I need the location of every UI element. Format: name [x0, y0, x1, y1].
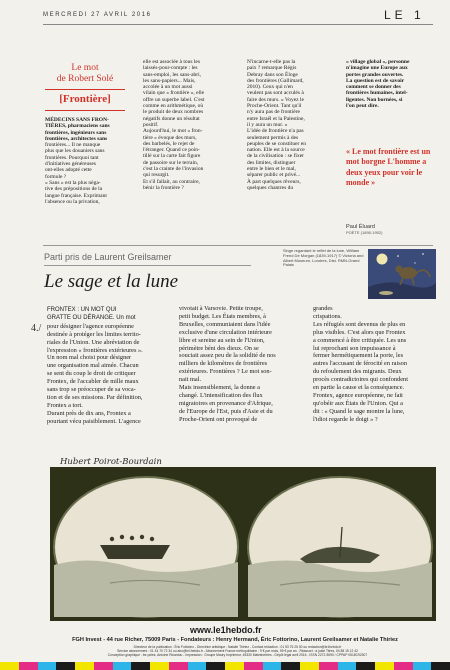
text-line: les sans-papiers... Mais,: [143, 77, 196, 84]
page-marker: 4./: [31, 323, 42, 334]
text-line: vilain que « frontière », elle: [143, 90, 205, 97]
color-swatch: [225, 662, 244, 670]
text-line: séparer public et privé...: [247, 172, 301, 179]
credits-line: Conception graphique : be-poles, Antoine Ricardou - Impression : Groupe Maury Imprimeur, 45330 Malesherbes - Dépôt légal avril 2016 - ISSN 2272-9690 / CPPAP 0518C92307: [107, 653, 368, 658]
text-line: pourtant vécu paisiblement. L'agence: [47, 417, 141, 425]
credits-line: Directeur de la publication : Éric Fottorino - Directrice artistique : Natalie Thiriez - Contact rédaction : 01 53 75 25 00 ou redaction@le1hebdo.fr: [133, 645, 342, 649]
image-caption: Singe regardant le reflet de la lune, William Frend De Morgan (1839-1917) © Victoria and Albert Museum, Londres, Dist. RMN-Grand Palais: [283, 248, 364, 268]
text-line: milliers de kilomètres de frontières: [179, 360, 268, 368]
color-swatch: [244, 662, 263, 670]
text-line: n'y aura pas de frontière: [247, 109, 300, 116]
text-line: pour désigner l'agence européenne: [47, 322, 134, 330]
text-line: formule ?: [45, 173, 67, 180]
text-line: elle est associée à tous les: [143, 59, 200, 65]
text-line: en partie la cause et la conséquence.: [313, 384, 405, 392]
quote-author-dates: POÈTE (1895-1952): [346, 230, 383, 235]
text-line: de la civilisation : se fixer: [247, 153, 304, 160]
text-line: a commencé à être critiquée. Les uns: [313, 336, 407, 344]
text-line: l'expression « frontières extérieures ».: [47, 346, 143, 354]
text-line: N'incarne-t-elle pas la: [247, 59, 296, 65]
color-swatch: [356, 662, 375, 670]
text-line: Proche-Orient. Tant qu'il: [247, 103, 302, 110]
text-line: frontières... Il ne manque: [45, 142, 101, 149]
article-column-3: [313, 305, 435, 424]
sole-column-3: [247, 59, 343, 191]
article-column-2: [179, 305, 299, 424]
text-line: extérieures. Frontières ? Le mot son-: [179, 368, 272, 376]
text-line: laissés-pour-compte : les: [143, 65, 198, 72]
text-line: crispations.: [313, 312, 342, 320]
parti-pris-divider: [44, 265, 251, 266]
text-line: entre Israël et la Palestine,: [247, 115, 305, 122]
text-line: c'est la crainte de l'invasion: [143, 166, 204, 173]
text-line: Un nom mal choisi pour désigner: [47, 354, 132, 362]
text-line: Durant près de dix ans, Frontex a: [47, 409, 131, 417]
text-line: sans trop se préoccuper de sa voca-: [47, 386, 136, 394]
color-swatch: [75, 662, 94, 670]
text-line: Frontex a tort.: [47, 401, 83, 409]
text-line: langue française. Exprimant: [45, 192, 107, 199]
headword: [Frontière]: [59, 93, 111, 105]
credits-block: [40, 645, 435, 657]
text-line: MÉDECINS SANS FRON-: [45, 117, 109, 123]
text-line: frontières, ingénieurs sans: [45, 129, 107, 136]
monkey-moon-illustration: [368, 249, 436, 299]
text-line: Frontex, agence européenne, ne fait: [313, 391, 403, 399]
color-swatch: [206, 662, 225, 670]
text-line: Aujourd'hui, le mot « fron-: [143, 128, 203, 135]
color-swatch: [56, 662, 75, 670]
text-line: le produit de deux nombres: [143, 109, 204, 116]
text-line: qui resurgit.: [143, 172, 170, 179]
text-line: se sent du coup le droit de critiquer: [47, 370, 136, 378]
website-link[interactable]: www.le1hebdo.fr: [190, 625, 262, 635]
text-line: À part quelques rêveurs,: [247, 178, 301, 185]
text-line: accolée à un mot aussi: [143, 84, 193, 91]
text-line: FRONTEX : UN MOT QUI: [47, 307, 117, 313]
text-line: 2010). Ceux qui n'en: [247, 84, 293, 91]
text-line: de l'Europe de l'Est, puis d'Asie et du: [179, 407, 273, 415]
color-swatch: [38, 662, 57, 670]
text-line: lui reprochant son impuissance à: [313, 344, 396, 352]
text-line: exclusive d'une circulation intérieure: [179, 328, 272, 336]
text-line: destinée à protéger les limites territo-: [47, 330, 141, 338]
text-line: tière » évoque des murs,: [143, 134, 197, 141]
text-line: Proche-Orient ont provoqué de: [179, 415, 258, 423]
color-swatch: [281, 662, 300, 670]
section-divider: [43, 245, 433, 246]
sole-column-1: [45, 117, 128, 205]
column-title: [45, 63, 125, 85]
sole-column-2: [143, 59, 241, 191]
text-line: tion et de ses missions. Par définition,: [47, 393, 143, 401]
color-swatch: [413, 662, 432, 670]
color-swatch: [338, 662, 357, 670]
text-line: plus visibles. C'est alors que Frontex: [313, 328, 406, 336]
headword-divider: [45, 110, 125, 111]
text-line: procès contradictoires qui confondent: [313, 376, 408, 384]
text-line: migratoires en provenance d'Afrique,: [179, 399, 273, 407]
text-line: dit : « Quand le sage montre la lune,: [313, 407, 405, 415]
text-line: vivotait à Varsovie. Petite troupe,: [179, 305, 263, 312]
text-line: autres l'accusant de férocité en raison: [313, 360, 407, 368]
text-line: L'idée de frontière n'a pas: [247, 128, 304, 135]
text-line: paix ? remarque Régis: [247, 65, 297, 72]
quote-author: Paul Éluard: [346, 224, 375, 230]
text-line: du refoulement des migrants. Deux: [313, 368, 402, 376]
text-line: frontières humaines, intel-: [346, 90, 408, 97]
text-line: il y aura un mur. »: [247, 121, 288, 128]
moon-icon: [377, 254, 388, 265]
text-line: faire des murs. « Voyez le: [247, 96, 304, 103]
text-line: GRATTE OU DÉRANGE. Un mot: [47, 314, 136, 321]
text-line: frontières, architectes sans: [45, 135, 108, 142]
text-line: plus que les douaniers sans: [45, 148, 105, 155]
header-divider: [43, 24, 433, 25]
text-line: Frontex, de l'accabler de mille maux: [47, 378, 139, 386]
text-line: des frontières (Gallimard,: [247, 77, 304, 84]
sole-column-4: [346, 59, 436, 109]
text-line: l'étranger. Quand ce poin-: [143, 147, 200, 154]
text-line: périmètre béni des dieux. On se: [179, 344, 259, 352]
color-swatch: [169, 662, 188, 670]
text-line: des limites, distinguer: [247, 159, 296, 166]
column-title-line-2: de Robert Solé: [56, 74, 114, 84]
text-line: TIÈRES, pharmaciens sans: [45, 123, 110, 130]
text-line: quelques chantres du: [247, 184, 294, 191]
text-line: souciait assez peu de la solidité de nos: [179, 352, 276, 360]
parti-pris-label: Parti pris de Laurent Greilsamer: [44, 252, 172, 262]
color-swatch: [113, 662, 132, 670]
color-swatch: [319, 662, 338, 670]
text-line: l'idiot regarde le doigt » ?: [313, 415, 378, 423]
text-line: qu'obéir aux États de l'Union. Qui a: [313, 399, 403, 407]
text-line: veulent pas sont acculés à: [247, 90, 304, 97]
color-swatch: [94, 662, 113, 670]
credits-line: Service abonnement : 01 44 70 72 34 ou abo@le1hebdo.fr - Abonnement France métropolitaine : 9 € par mois, 99 € par an - Réassort : à juste Titres, 04 88 15 12 42: [117, 649, 358, 654]
color-swatch: [131, 662, 150, 670]
text-line: offre un superbe label. C'est: [143, 96, 205, 103]
masthead-line: FGH Invest - 44 rue Richer, 75009 Paris - Fondateurs : Henry Hermand, Éric Fottorino, Laurent Greilsamer et Natalie Thiriez: [72, 637, 398, 643]
text-line: bénir la frontière ?: [143, 184, 184, 191]
color-swatch: [431, 662, 450, 670]
text-line: « village global », personne: [346, 59, 410, 65]
text-line: entre le bien et le mal,: [247, 166, 296, 173]
text-line: peuples de se constituer en: [247, 140, 306, 147]
text-line: tive des prépositions de la: [45, 186, 103, 193]
text-line: ont-elles adopté cette: [45, 167, 92, 174]
color-swatch: [394, 662, 413, 670]
color-swatch: [0, 662, 19, 670]
magazine-logo: LE 1: [384, 8, 425, 22]
color-swatch: [150, 662, 169, 670]
text-line: riales de l'Union. Une abréviation de: [47, 338, 140, 346]
text-line: fermer hermétiquement la porte, les: [313, 352, 404, 360]
text-line: nait mal.: [179, 376, 202, 384]
text-line: une organisation mal aimée. Chacun: [47, 362, 139, 370]
color-swatch: [19, 662, 38, 670]
color-swatch: [300, 662, 319, 670]
text-line: seulement permis à des: [247, 134, 299, 141]
text-line: libre et sereine au sein de l'Union,: [179, 336, 265, 344]
text-line: n'imagine une Europe aux: [346, 65, 408, 72]
article-title: Le sage et la lune: [44, 271, 179, 292]
pull-quote: « Le mot frontière est un mot borgne L'homme a deux yeux pour voir le monde »: [346, 147, 431, 188]
text-line: La question est de savoir: [346, 77, 405, 84]
text-line: tillé sur la carte fait figure: [143, 153, 201, 160]
text-line: négatifs donne un résultat: [143, 115, 200, 122]
text-line: de passoire sur le terrain,: [143, 159, 199, 166]
binoculars-illustration: [50, 467, 436, 621]
text-line: Mais insensiblement, la donne a: [179, 384, 260, 392]
title-divider: [45, 89, 125, 90]
issue-date: MERCREDI 27 AVRIL 2016: [43, 12, 152, 18]
text-line: nation. Elle est à la source: [247, 147, 305, 154]
article-column-1: [47, 307, 161, 426]
column-title-line-1: Le mot: [71, 63, 99, 73]
text-line: petit budget. Les États membres, à: [179, 312, 266, 320]
text-line: comme en arithmétique, où: [143, 103, 204, 110]
color-swatch: [263, 662, 282, 670]
text-line: d'initiatives généreuses: [45, 161, 96, 168]
text-line: comment se donner des: [346, 84, 401, 91]
color-swatch: [375, 662, 394, 670]
text-line: « Sans » est la plus néga-: [45, 179, 101, 186]
text-line: des barbelés, le rejet de: [143, 140, 195, 147]
color-swatch: [188, 662, 207, 670]
text-line: Les réfugiés sont devenus de plus en: [313, 320, 406, 328]
color-registration-bar: [0, 662, 450, 670]
artist-signature: Hubert Poirot-Bourdain: [60, 457, 162, 467]
text-line: Bruxelles, communiaient dans l'idée: [179, 320, 271, 328]
text-line: l'absence ou la privation,: [45, 198, 100, 205]
text-line: changé. L'intensification des flux: [179, 391, 263, 399]
text-line: portes grandes ouvertes.: [346, 71, 404, 78]
text-line: l'on peut dire.: [346, 103, 379, 110]
text-line: frontières. Pourquoi tant: [45, 154, 99, 161]
text-line: sans-emploi, les sans-abri,: [143, 71, 202, 78]
text-line: positif.: [143, 121, 159, 128]
text-line: ligentes. Non bornées, si: [346, 96, 403, 103]
text-line: Debray dans son Éloge: [247, 71, 298, 78]
text-line: grandes: [313, 305, 333, 312]
text-line: Et s'il fallait, au contraire,: [143, 178, 200, 185]
